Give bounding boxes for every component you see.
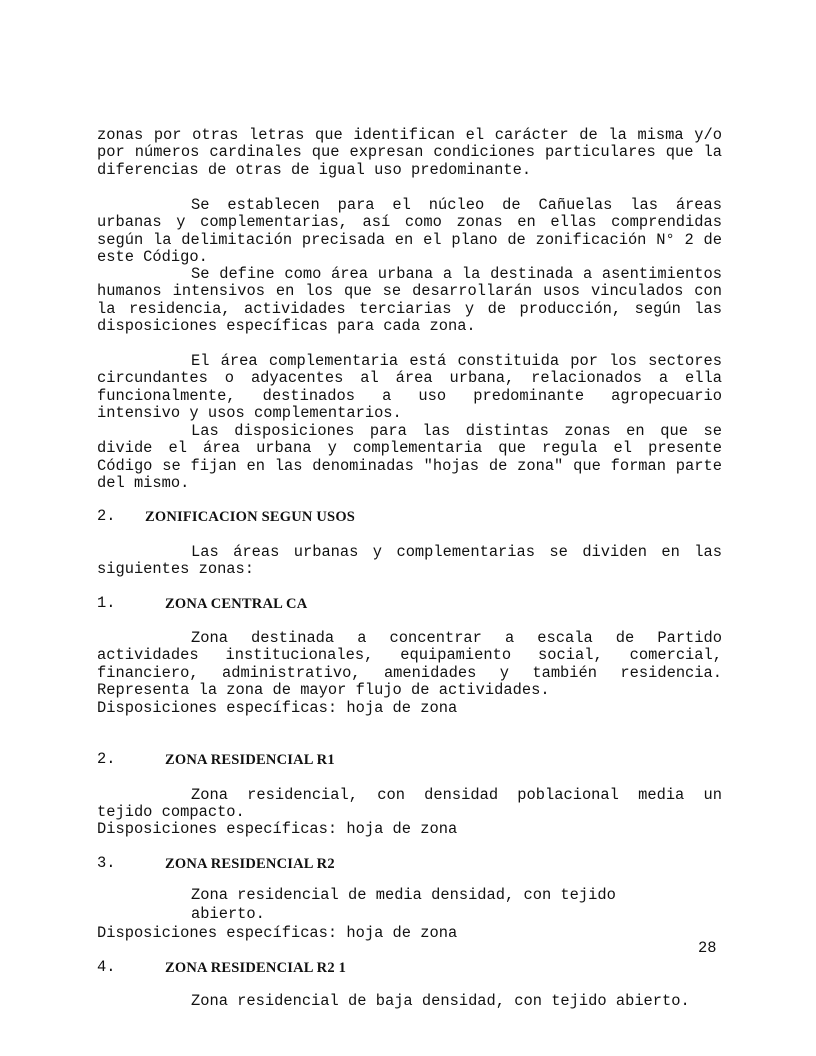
section-intro: Las áreas urbanas y complementarias se dividen en las siguientes zonas: [97, 543, 722, 579]
zone-1-description: Zona destinada a concentrar a escala de Partido actividades institucionales, equipamiento social, comercial, financiero, administrativo, amenidades y también residencia. Representa la zona de mayor flujo de actividades. [97, 629, 722, 700]
zone-title: ZONA CENTRAL CA [165, 596, 308, 612]
zone-number: 1. [97, 594, 116, 612]
intro-paragraph-2: Se establecen para el núcleo de Cañuelas las áreas urbanas y complementarias, así como zonas en ellas comprendidas según la delimitación precisada en el plano de zonificación N° 2 de este Código. [97, 196, 722, 267]
zone-title: ZONA RESIDENCIAL R2 1 [165, 960, 347, 976]
zone-3-description-line-2: abierto. [191, 905, 265, 923]
intro-paragraph-5: Las disposiciones para las distintas zonas en que se divide el área urbana y complementaria que regula el presente Código se fijan en las denominadas "hojas de zona" que forman parte del mismo. [97, 422, 722, 493]
zone-1-disposition: Disposiciones específicas: hoja de zona [97, 699, 458, 717]
zone-number: 2. [97, 750, 116, 768]
intro-paragraph-1: zonas por otras letras que identifican el carácter de la misma y/o por números cardinales que expresan condiciones particulares que la diferencias de otras de igual uso predominante. [97, 126, 722, 179]
zone-number: 4. [97, 958, 116, 976]
zone-number: 3. [97, 854, 116, 872]
zone-3-description-line-1: Zona residencial de media densidad, con tejido [191, 886, 616, 904]
zone-2-disposition: Disposiciones específicas: hoja de zona [97, 820, 458, 838]
zone-title: ZONA RESIDENCIAL R1 [165, 752, 335, 768]
page-number: 28 [698, 939, 717, 957]
intro-paragraph-4: El área complementaria está constituida por los sectores circundantes o adyacentes al área urbana, relacionados a ella funcionalmente, destinados a uso predominante agropecuario intensivo y usos complementarios. [97, 352, 722, 423]
zone-3-disposition: Disposiciones específicas: hoja de zona [97, 924, 458, 942]
zone-4-description: Zona residencial de baja densidad, con tejido abierto. [191, 992, 690, 1010]
section-number: 2. [97, 507, 116, 525]
zone-2-description: Zona residencial, con densidad poblacional media un tejido compacto. [97, 786, 722, 822]
zone-title: ZONA RESIDENCIAL R2 [165, 856, 335, 872]
intro-paragraph-3: Se define como área urbana a la destinada a asentimientos humanos intensivos en los que se desarrollarán usos vinculados con la residencia, actividades terciarias y de producción, según las disposiciones específicas para cada zona. [97, 265, 722, 336]
section-title: ZONIFICACION SEGUN USOS [145, 509, 356, 525]
